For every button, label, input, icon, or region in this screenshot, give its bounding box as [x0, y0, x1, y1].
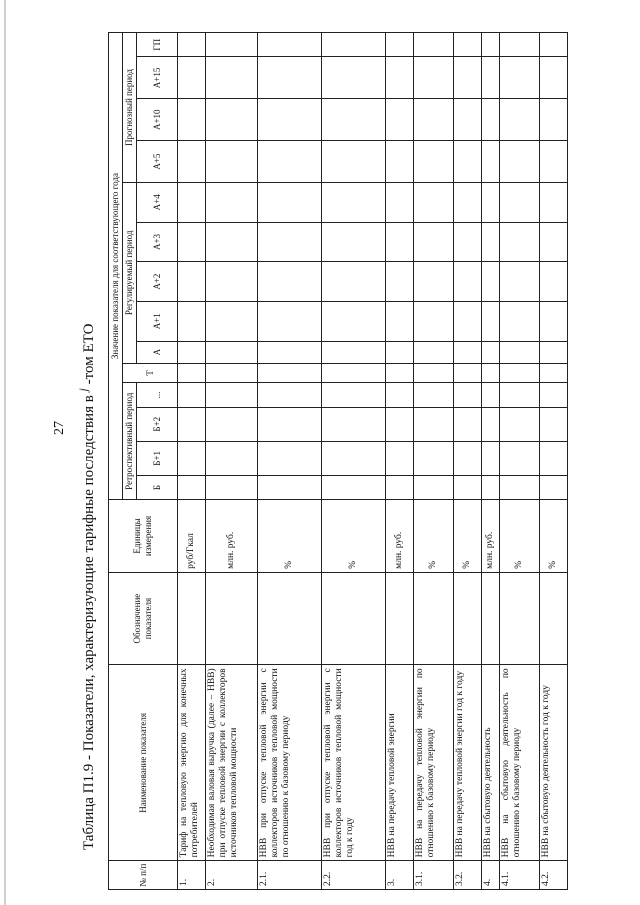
header-regulated-period: Регулируемый период: [123, 183, 137, 364]
row-indicator-name: НВВ на сбытовую деятельность год к году: [540, 665, 568, 861]
row-value-cell: [540, 57, 568, 99]
row-value-cell: [500, 141, 540, 183]
header-col-gp: ГП: [137, 33, 178, 57]
row-value-cell: [500, 183, 540, 223]
row-value-cell: [540, 441, 568, 475]
row-number: 4.: [482, 861, 500, 890]
row-value-cell: [500, 301, 540, 341]
table-caption: [77, 70, 101, 850]
row-value-cell: [178, 33, 206, 57]
row-value-cell: [386, 141, 414, 183]
row-value-cell: [454, 141, 482, 183]
indicators-table: [108, 32, 568, 890]
row-value-cell: [414, 183, 454, 223]
row-value-cell: [454, 363, 482, 383]
row-value-cell: [482, 363, 500, 383]
row-value-cell: [414, 222, 454, 262]
table-row: [414, 33, 454, 890]
row-value-cell: [322, 363, 386, 383]
row-indicator-name: НВВ на передачу тепловой энергии по отношению к базовому периоду: [414, 665, 454, 861]
row-designation-cell: [178, 572, 206, 665]
row-designation-cell: [322, 572, 386, 665]
row-value-cell: [482, 262, 500, 302]
row-value-cell: [482, 141, 500, 183]
row-value-cell: [258, 341, 322, 363]
header-col-a3: А+3: [137, 222, 178, 262]
row-value-cell: [454, 383, 482, 407]
header-col-a: А: [137, 341, 178, 363]
table-body: [178, 33, 568, 890]
row-value-cell: [258, 441, 322, 475]
header-units: Единицы измерения: [109, 500, 178, 573]
row-value-cell: [500, 222, 540, 262]
row-value-cell: [454, 441, 482, 475]
row-value-cell: [322, 301, 386, 341]
header-name: Наименование показателя: [109, 665, 178, 861]
row-number: 2.: [206, 861, 258, 890]
row-value-cell: [540, 262, 568, 302]
row-value-cell: [540, 33, 568, 57]
row-value-cell: [540, 222, 568, 262]
row-value-cell: [258, 222, 322, 262]
row-value-cell: [386, 262, 414, 302]
table-row: [386, 33, 414, 890]
row-value-cell: [322, 141, 386, 183]
row-value-cell: [540, 99, 568, 141]
row-value-cell: [454, 341, 482, 363]
row-value-cell: [258, 183, 322, 223]
row-value-cell: [206, 407, 258, 441]
row-value-cell: [482, 33, 500, 57]
row-value-cell: [500, 99, 540, 141]
header-retro-period: Ретроспективный период: [123, 383, 137, 500]
row-value-cell: [454, 262, 482, 302]
table-container: [108, 32, 568, 890]
row-value-cell: [258, 57, 322, 99]
row-value-cell: [540, 341, 568, 363]
row-value-cell: [206, 99, 258, 141]
row-value-cell: [454, 475, 482, 499]
caption-suffix: -том ЕТО: [81, 323, 97, 385]
row-value-cell: [414, 475, 454, 499]
row-value-cell: [454, 407, 482, 441]
row-value-cell: [178, 383, 206, 407]
row-value-cell: [500, 383, 540, 407]
row-indicator-name: НВВ при отпуске тепловой энергии с коллекторов источников тепловой мощности по отношению к базовому периоду: [258, 665, 322, 861]
row-unit: %: [540, 500, 568, 573]
rotated-table-sheet: [75, 30, 615, 890]
row-value-cell: [322, 262, 386, 302]
row-designation-cell: [482, 572, 500, 665]
row-value-cell: [322, 341, 386, 363]
caption-variable: j: [76, 388, 90, 392]
header-col-a10: А+10: [137, 99, 178, 141]
row-value-cell: [386, 341, 414, 363]
row-value-cell: [206, 301, 258, 341]
row-value-cell: [414, 301, 454, 341]
row-value-cell: [178, 183, 206, 223]
row-value-cell: [178, 341, 206, 363]
row-value-cell: [386, 363, 414, 383]
row-value-cell: [414, 363, 454, 383]
table-row: [322, 33, 386, 890]
row-value-cell: [386, 475, 414, 499]
row-unit: млн. руб.: [206, 500, 258, 573]
row-value-cell: [322, 383, 386, 407]
row-value-cell: [540, 383, 568, 407]
row-designation-cell: [206, 572, 258, 665]
row-value-cell: [258, 33, 322, 57]
row-value-cell: [414, 57, 454, 99]
row-indicator-name: НВВ при отпуске тепловой энергии с коллекторов источников тепловой мощности год к году: [322, 665, 386, 861]
row-value-cell: [414, 383, 454, 407]
header-col-dots: ...: [137, 383, 178, 407]
row-unit: %: [322, 500, 386, 573]
row-value-cell: [206, 363, 258, 383]
row-value-cell: [206, 475, 258, 499]
table-row: [258, 33, 322, 890]
row-value-cell: [500, 363, 540, 383]
row-number: 3.1.: [414, 861, 454, 890]
row-value-cell: [454, 183, 482, 223]
row-value-cell: [206, 183, 258, 223]
header-col-a4: А+4: [137, 183, 178, 223]
row-value-cell: [322, 222, 386, 262]
row-unit: млн. руб.: [386, 500, 414, 573]
header-num: № п/п: [109, 861, 178, 890]
row-value-cell: [386, 183, 414, 223]
row-value-cell: [178, 262, 206, 302]
header-t: Т: [123, 363, 178, 383]
row-value-cell: [206, 57, 258, 99]
row-value-cell: [258, 363, 322, 383]
row-number: 1.: [178, 861, 206, 890]
row-value-cell: [386, 57, 414, 99]
row-value-cell: [414, 99, 454, 141]
header-col-b2: Б+2: [137, 407, 178, 441]
row-value-cell: [178, 441, 206, 475]
row-indicator-name: НВВ на передачу тепловой энергии: [386, 665, 414, 861]
page-number: 27: [52, 421, 67, 435]
row-designation-cell: [258, 572, 322, 665]
row-value-cell: [414, 407, 454, 441]
row-value-cell: [178, 99, 206, 141]
row-value-cell: [386, 99, 414, 141]
row-number: 4.1.: [500, 861, 540, 890]
row-value-cell: [386, 301, 414, 341]
row-number: 2.2.: [322, 861, 386, 890]
header-col-a5: А+5: [137, 141, 178, 183]
table-row: [540, 33, 568, 890]
row-value-cell: [322, 33, 386, 57]
row-indicator-name: НВВ на сбытовую деятельность по отношению к базовому периоду: [500, 665, 540, 861]
row-unit: %: [454, 500, 482, 573]
row-value-cell: [414, 33, 454, 57]
table-row: [178, 33, 206, 890]
header-col-a2: А+2: [137, 262, 178, 302]
row-value-cell: [258, 141, 322, 183]
row-value-cell: [500, 262, 540, 302]
header-values-by-year: Значение показателя для соответствующего года: [109, 33, 123, 500]
row-indicator-name: НВВ на сбытовую деятельность: [482, 665, 500, 861]
row-value-cell: [482, 99, 500, 141]
row-number: 3.: [386, 861, 414, 890]
row-number: 2.1.: [258, 861, 322, 890]
row-value-cell: [322, 475, 386, 499]
row-value-cell: [386, 441, 414, 475]
row-value-cell: [482, 183, 500, 223]
table-row: [206, 33, 258, 890]
row-indicator-name: НВВ на передачу тепловой энергии год к году: [454, 665, 482, 861]
row-value-cell: [178, 222, 206, 262]
caption-text: Таблица П1.9 - Показатели, характеризующие тарифные последствия в: [81, 395, 97, 850]
row-unit: млн. руб.: [482, 500, 500, 573]
row-value-cell: [322, 407, 386, 441]
row-value-cell: [482, 383, 500, 407]
row-value-cell: [206, 141, 258, 183]
row-value-cell: [482, 441, 500, 475]
row-value-cell: [500, 33, 540, 57]
row-value-cell: [482, 222, 500, 262]
row-value-cell: [206, 341, 258, 363]
row-designation-cell: [540, 572, 568, 665]
row-value-cell: [454, 222, 482, 262]
row-value-cell: [206, 222, 258, 262]
row-value-cell: [414, 141, 454, 183]
row-value-cell: [454, 301, 482, 341]
header-col-a1: А+1: [137, 301, 178, 341]
header-forecast-period: Прогнозный период: [123, 33, 137, 183]
row-value-cell: [178, 141, 206, 183]
row-value-cell: [178, 57, 206, 99]
row-value-cell: [482, 407, 500, 441]
row-value-cell: [322, 99, 386, 141]
row-value-cell: [178, 407, 206, 441]
row-designation-cell: [500, 572, 540, 665]
row-number: 4.2.: [540, 861, 568, 890]
row-value-cell: [482, 341, 500, 363]
row-value-cell: [482, 57, 500, 99]
row-unit: %: [414, 500, 454, 573]
row-value-cell: [178, 301, 206, 341]
row-value-cell: [454, 99, 482, 141]
row-value-cell: [258, 262, 322, 302]
row-value-cell: [258, 301, 322, 341]
row-value-cell: [540, 183, 568, 223]
header-designation: Обозначение показателя: [109, 572, 178, 665]
row-value-cell: [178, 363, 206, 383]
row-designation-cell: [454, 572, 482, 665]
row-value-cell: [500, 57, 540, 99]
row-value-cell: [178, 475, 206, 499]
scan-edge-line: [4, 0, 6, 905]
row-value-cell: [206, 383, 258, 407]
row-value-cell: [206, 33, 258, 57]
header-col-a15: А+15: [137, 57, 178, 99]
row-value-cell: [540, 407, 568, 441]
row-value-cell: [500, 341, 540, 363]
row-value-cell: [322, 57, 386, 99]
row-value-cell: [414, 341, 454, 363]
row-value-cell: [414, 262, 454, 302]
row-value-cell: [258, 475, 322, 499]
row-value-cell: [540, 301, 568, 341]
table-row: [500, 33, 540, 890]
row-unit: руб/Гкал: [178, 500, 206, 573]
row-value-cell: [206, 262, 258, 302]
row-value-cell: [258, 99, 322, 141]
row-value-cell: [386, 222, 414, 262]
row-number: 3.2.: [454, 861, 482, 890]
row-value-cell: [500, 475, 540, 499]
row-unit: %: [258, 500, 322, 573]
table-row: [454, 33, 482, 890]
row-value-cell: [206, 441, 258, 475]
row-value-cell: [540, 475, 568, 499]
row-value-cell: [482, 301, 500, 341]
row-unit: %: [500, 500, 540, 573]
row-value-cell: [500, 441, 540, 475]
row-designation-cell: [414, 572, 454, 665]
row-value-cell: [482, 475, 500, 499]
row-value-cell: [322, 441, 386, 475]
header-col-b1: Б+1: [137, 441, 178, 475]
row-value-cell: [386, 383, 414, 407]
header-col-b: Б: [137, 475, 178, 499]
row-designation-cell: [386, 572, 414, 665]
row-value-cell: [454, 57, 482, 99]
row-value-cell: [322, 183, 386, 223]
row-indicator-name: Тариф на тепловую энергию для конечных потребителей: [178, 665, 206, 861]
row-value-cell: [414, 441, 454, 475]
row-value-cell: [386, 33, 414, 57]
table-row: [482, 33, 500, 890]
row-value-cell: [258, 407, 322, 441]
row-value-cell: [540, 363, 568, 383]
row-value-cell: [540, 141, 568, 183]
row-indicator-name: Необходимая валовая выручка (далее – НВВ) при отпуске тепловой энергии с коллекторов источников тепловой мощности: [206, 665, 258, 861]
row-value-cell: [258, 383, 322, 407]
row-value-cell: [386, 407, 414, 441]
row-value-cell: [454, 33, 482, 57]
row-value-cell: [500, 407, 540, 441]
